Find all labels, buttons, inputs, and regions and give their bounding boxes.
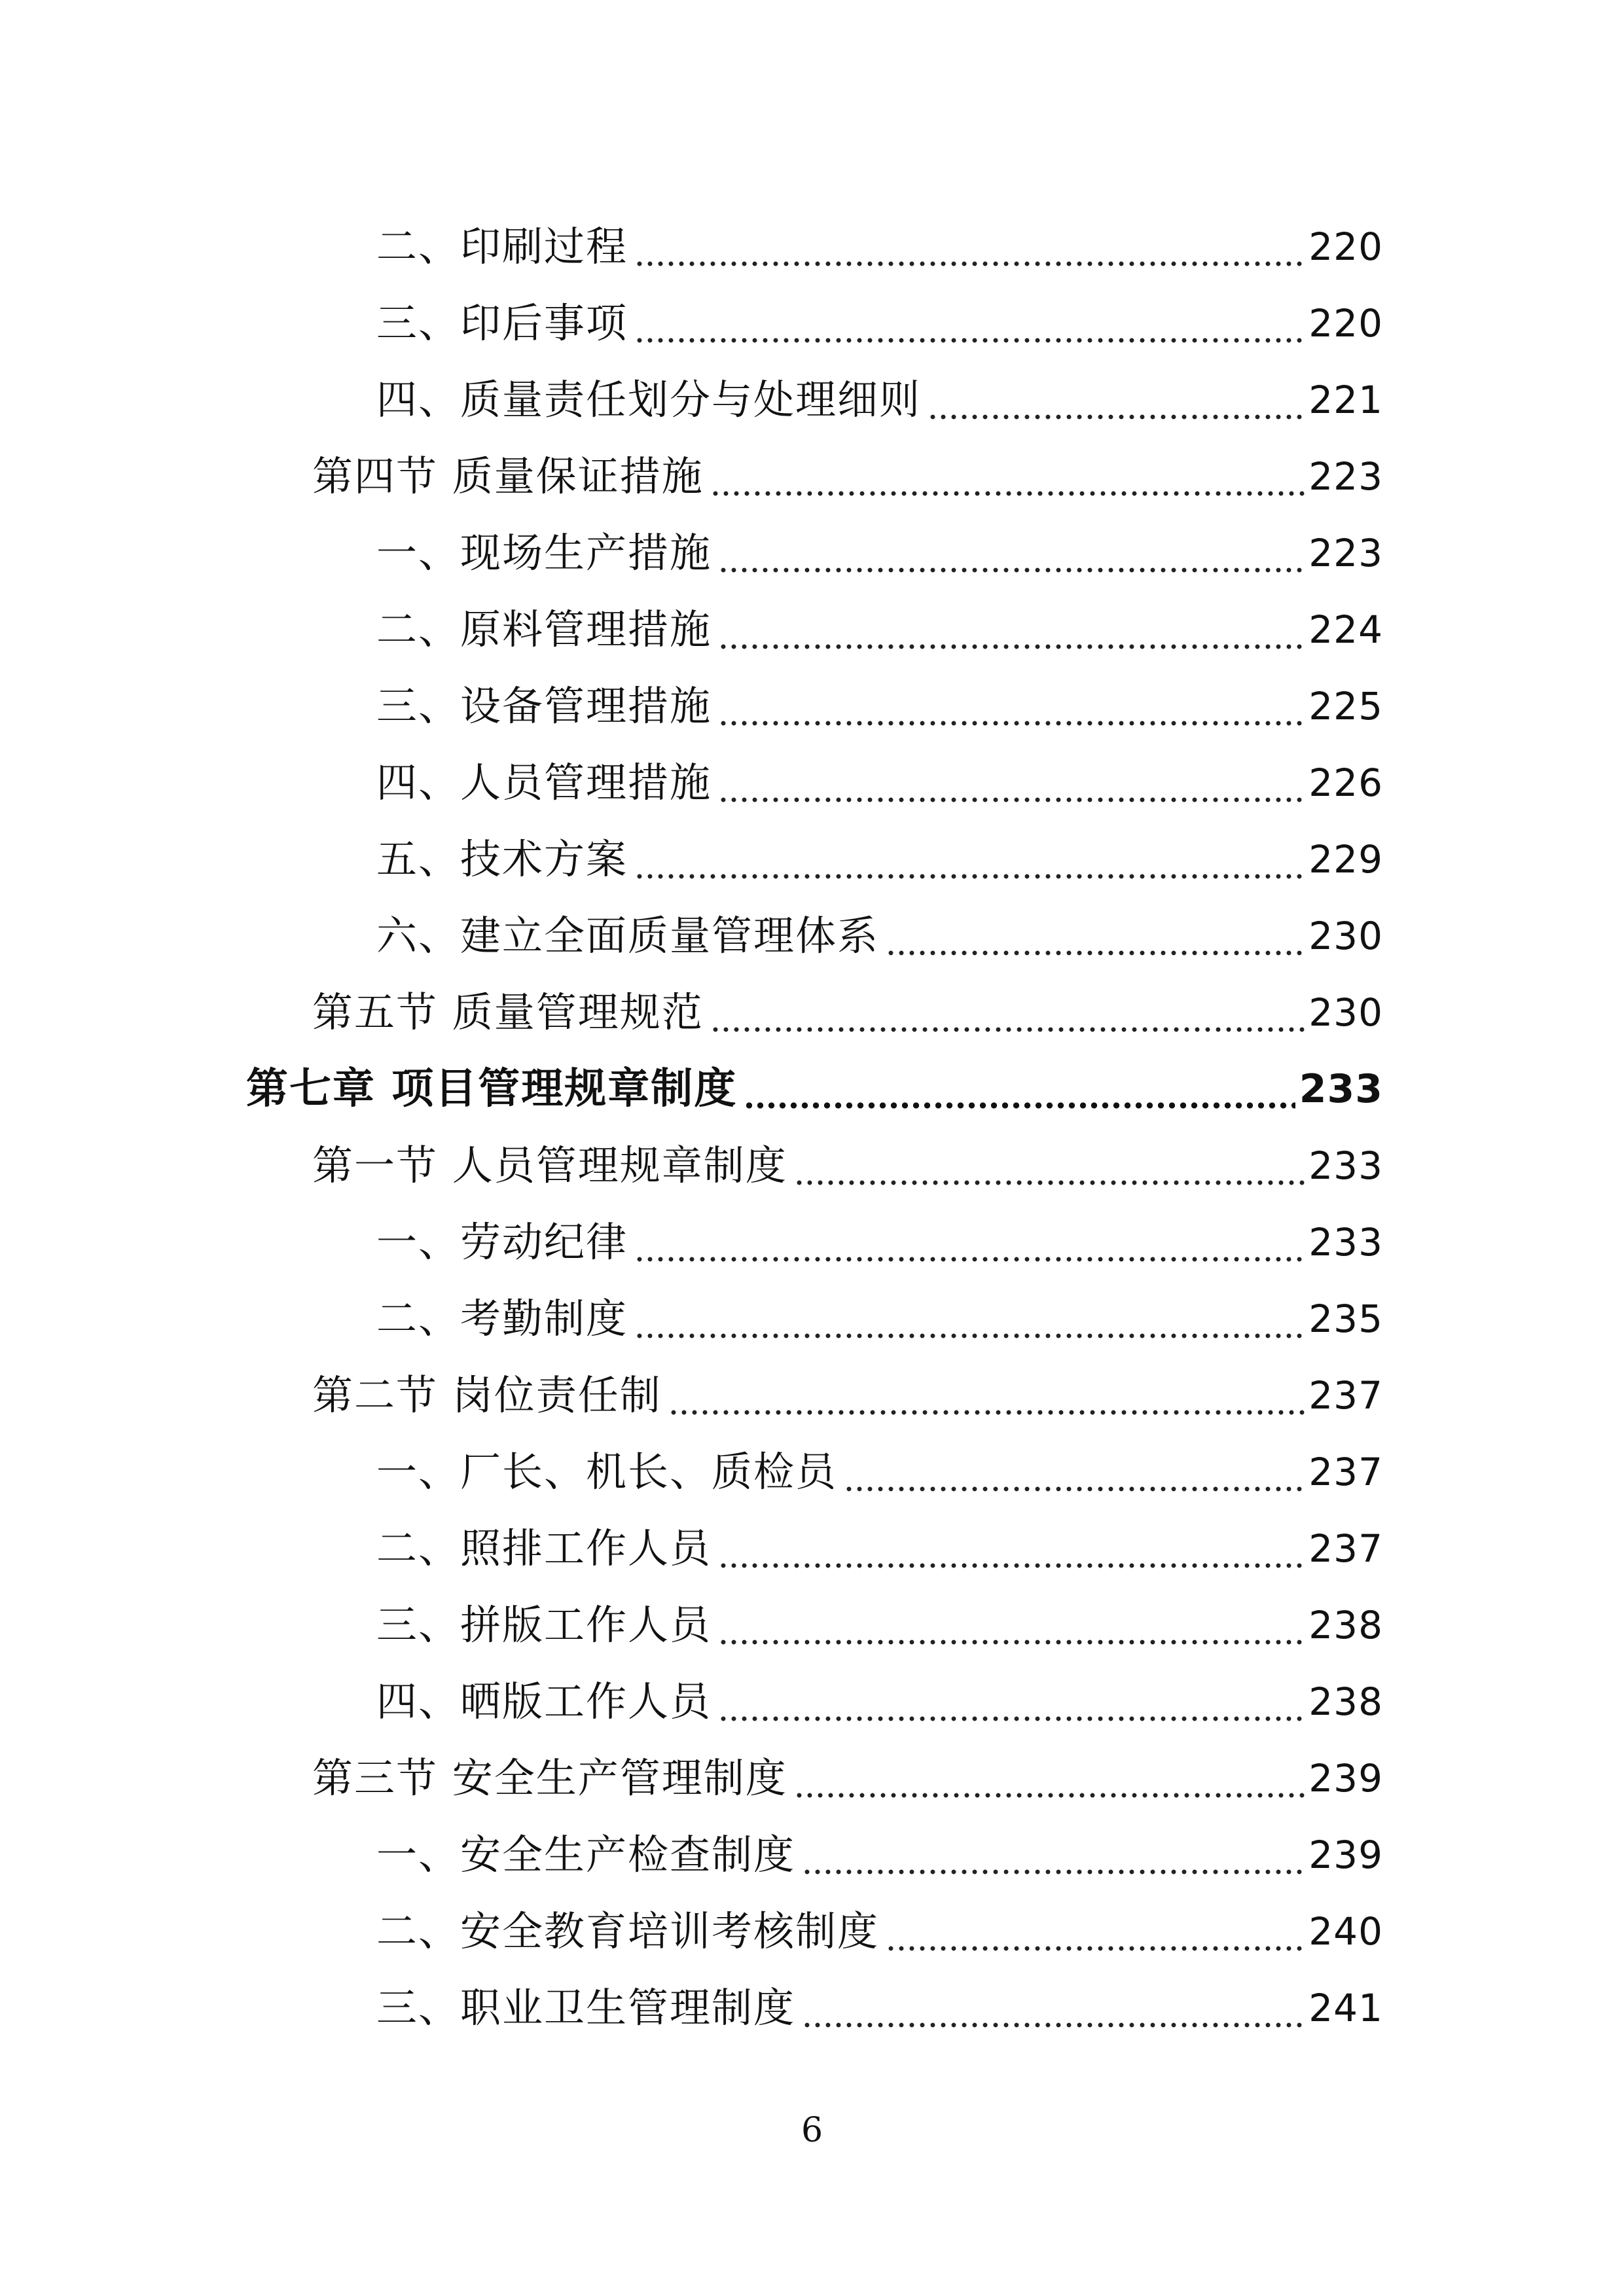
dot-leader xyxy=(886,916,1305,956)
dot-leader xyxy=(794,1758,1305,1799)
toc-entry-title: 二、考勤制度 xyxy=(376,1294,628,1342)
toc-entry-title: 三、印后事项 xyxy=(376,298,628,347)
toc-entry-title: 一、厂长、机长、质检员 xyxy=(376,1447,838,1496)
toc-entry-page: 237 xyxy=(1308,1372,1383,1418)
toc-entry-title: 第一节 人员管理规章制度 xyxy=(312,1141,787,1189)
toc-entry-page: 237 xyxy=(1308,1449,1383,1494)
toc-entry[interactable] xyxy=(0,591,1624,668)
toc-section-entry[interactable] xyxy=(0,1127,1624,1204)
toc-entry-page: 233 xyxy=(1308,1219,1383,1265)
page-number: 6 xyxy=(801,2111,823,2150)
toc-entry[interactable] xyxy=(0,1969,1624,2046)
toc-entry[interactable] xyxy=(0,514,1624,591)
dot-leader xyxy=(634,839,1305,880)
toc-entry-page: 233 xyxy=(1308,1143,1383,1188)
toc-entry-title: 二、照排工作人员 xyxy=(376,1524,712,1572)
toc-entry[interactable] xyxy=(0,1893,1624,1969)
toc-entry-title: 二、原料管理措施 xyxy=(376,605,712,653)
toc-section-entry[interactable] xyxy=(0,1357,1624,1433)
dot-leader xyxy=(634,226,1305,267)
dot-leader xyxy=(718,609,1305,650)
toc-entry[interactable] xyxy=(0,1204,1624,1280)
toc-entry-page: 220 xyxy=(1308,300,1383,346)
toc-entry-page: 221 xyxy=(1308,377,1383,422)
dot-leader xyxy=(802,1835,1305,1875)
dot-leader xyxy=(634,303,1305,344)
dot-leader xyxy=(794,1145,1305,1186)
toc-entry-page: 240 xyxy=(1308,1909,1383,1954)
toc-entry-title: 第七章 项目管理规章制度 xyxy=(246,1064,738,1113)
dot-leader xyxy=(844,1452,1305,1492)
toc-entry-title: 四、晒版工作人员 xyxy=(376,1677,712,1725)
toc-entry-title: 二、印刷过程 xyxy=(376,222,628,270)
toc-entry[interactable] xyxy=(0,668,1624,744)
dot-leader xyxy=(802,1988,1305,2028)
toc-entry[interactable] xyxy=(0,821,1624,897)
toc-entry-page: 229 xyxy=(1308,836,1383,882)
dot-leader xyxy=(928,380,1305,420)
toc-entry-title: 五、技术方案 xyxy=(376,834,628,883)
dot-leader xyxy=(710,456,1305,497)
toc-section-entry[interactable] xyxy=(0,974,1624,1050)
toc-entry-title: 第三节 安全生产管理制度 xyxy=(312,1753,787,1802)
toc-entry-page: 226 xyxy=(1308,760,1383,805)
toc-entry-title: 三、拼版工作人员 xyxy=(376,1600,712,1649)
toc-entry[interactable] xyxy=(0,361,1624,438)
dot-leader xyxy=(710,992,1305,1033)
toc-chapter-entry[interactable] xyxy=(0,1050,1624,1127)
toc-entry-title: 三、设备管理措施 xyxy=(376,681,712,730)
toc-entry-page: 224 xyxy=(1308,607,1383,652)
toc-entry-title: 六、建立全面质量管理体系 xyxy=(376,911,880,960)
toc-entry-title: 第四节 质量保证措施 xyxy=(312,452,704,500)
toc-entry[interactable] xyxy=(0,285,1624,361)
toc-entry[interactable] xyxy=(0,208,1624,285)
toc-entry[interactable] xyxy=(0,1433,1624,1510)
toc-entry-title: 一、安全生产检查制度 xyxy=(376,1830,796,1878)
toc-entry-page: 220 xyxy=(1308,224,1383,269)
toc-entry-title: 四、人员管理措施 xyxy=(376,758,712,806)
dot-leader xyxy=(886,1911,1305,1952)
toc-entry[interactable] xyxy=(0,1510,1624,1587)
dot-leader xyxy=(718,533,1305,573)
toc-entry-page: 237 xyxy=(1308,1526,1383,1571)
dot-leader xyxy=(718,686,1305,726)
toc-entry-page: 223 xyxy=(1308,454,1383,499)
toc-entry-page: 239 xyxy=(1308,1755,1383,1801)
dot-leader xyxy=(718,1605,1305,1645)
dot-leader xyxy=(718,1681,1305,1722)
toc-entry-page: 223 xyxy=(1308,530,1383,575)
toc-section-entry[interactable] xyxy=(0,438,1624,514)
toc-entry[interactable] xyxy=(0,1587,1624,1663)
dot-leader xyxy=(634,1299,1305,1339)
toc-entry-page: 239 xyxy=(1308,1832,1383,1877)
toc-entry-page: 225 xyxy=(1308,683,1383,728)
toc-entry[interactable] xyxy=(0,1663,1624,1740)
dot-leader xyxy=(744,1069,1295,1109)
toc-entry-title: 三、职业卫生管理制度 xyxy=(376,1983,796,2032)
toc-entry-page: 238 xyxy=(1308,1679,1383,1724)
toc-entry[interactable] xyxy=(0,1816,1624,1893)
toc-entry[interactable] xyxy=(0,1280,1624,1357)
toc-entry-title: 第五节 质量管理规范 xyxy=(312,988,704,1036)
toc-entry-page: 230 xyxy=(1308,913,1383,958)
toc-entry-page: 230 xyxy=(1308,990,1383,1035)
toc-entry-title: 二、安全教育培训考核制度 xyxy=(376,1907,880,1955)
toc-entry-title: 一、现场生产措施 xyxy=(376,528,712,577)
toc-entry[interactable] xyxy=(0,744,1624,821)
toc-entry-page: 235 xyxy=(1308,1296,1383,1341)
toc-entry-title: 四、质量责任划分与处理细则 xyxy=(376,375,922,423)
toc-entry[interactable] xyxy=(0,897,1624,974)
toc-entry-page: 233 xyxy=(1299,1066,1383,1112)
dot-leader xyxy=(718,1528,1305,1569)
dot-leader xyxy=(668,1375,1305,1416)
dot-leader xyxy=(718,762,1305,803)
table-of-contents xyxy=(0,208,1624,2046)
toc-entry-page: 238 xyxy=(1308,1602,1383,1647)
toc-entry-title: 一、劳动纪律 xyxy=(376,1217,628,1266)
toc-section-entry[interactable] xyxy=(0,1740,1624,1816)
toc-entry-title: 第二节 岗位责任制 xyxy=(312,1371,662,1419)
toc-entry-page: 241 xyxy=(1308,1985,1383,2030)
dot-leader xyxy=(634,1222,1305,1263)
